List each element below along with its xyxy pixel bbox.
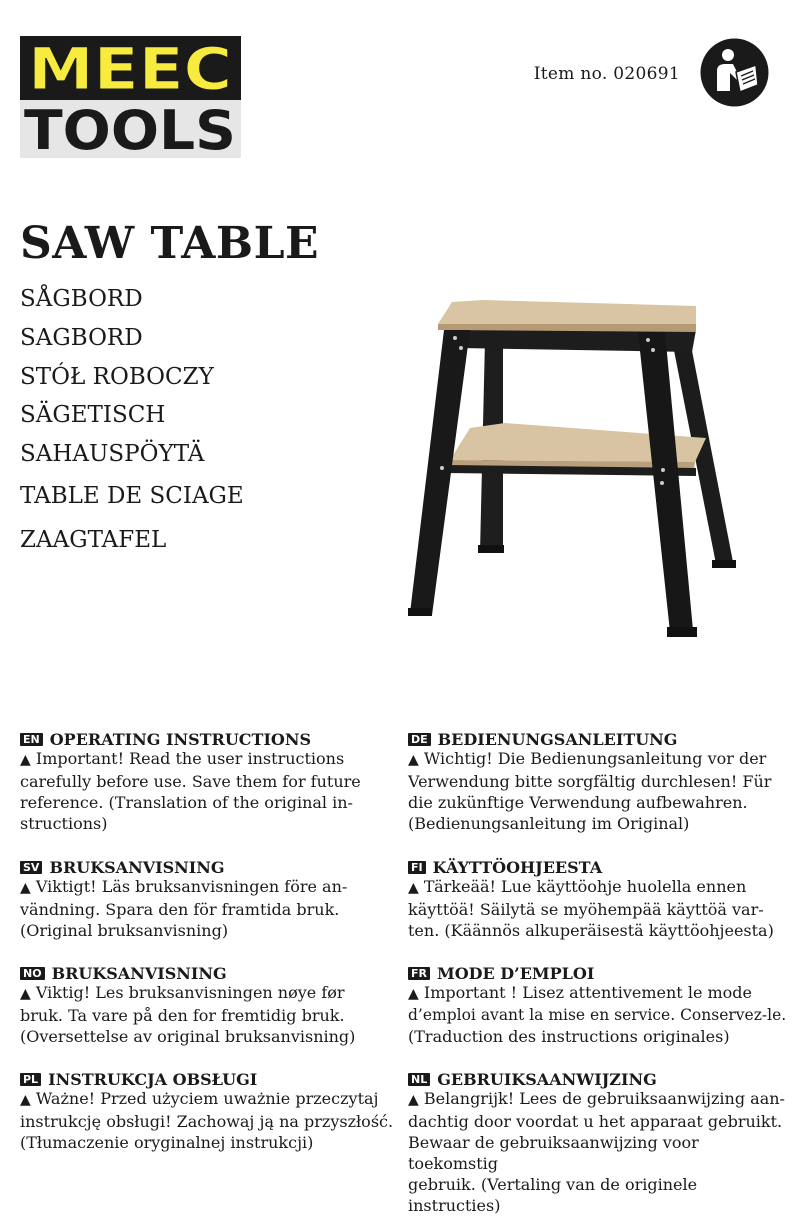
subtitle-pl: STÓŁ ROBOCZY bbox=[20, 364, 214, 390]
logo-line-2 bbox=[20, 100, 241, 158]
item-number: Item no. 020691 bbox=[533, 64, 680, 84]
section-line: Wichtig! Die Bedienungsanleitung vor der bbox=[423, 749, 767, 768]
section-no bbox=[20, 963, 405, 1047]
brand-logo bbox=[20, 36, 241, 158]
section-line: ten. (Käännös alkuperäisestä käyttöohjeesta) bbox=[408, 921, 774, 940]
subtitle-sv: SÅGBORD bbox=[20, 286, 143, 312]
section-heading: GEBRUIKSAANWIJZING bbox=[437, 1069, 657, 1089]
section-heading: BEDIENUNGSANLEITUNG bbox=[437, 729, 678, 749]
warning-icon: ▲ bbox=[20, 986, 31, 1002]
read-manual-icon bbox=[700, 38, 769, 107]
lang-badge: FR bbox=[408, 967, 430, 980]
section-line: (Oversettelse av original bruksanvisning) bbox=[20, 1027, 356, 1046]
warning-icon: ▲ bbox=[20, 1092, 31, 1108]
section-heading: BRUKSANVISNING bbox=[51, 963, 227, 983]
section-line: (Original bruksanvisning) bbox=[20, 921, 229, 940]
section-line: (Traduction des instructions originales) bbox=[408, 1027, 730, 1046]
section-line: instrukcję obsługi! Zachowaj ją na przyszłość. bbox=[20, 1112, 394, 1131]
subtitle-no: SAGBORD bbox=[20, 325, 143, 351]
section-heading: OPERATING INSTRUCTIONS bbox=[49, 729, 312, 749]
lang-badge: DE bbox=[408, 733, 431, 746]
section-line: vändning. Spara den för framtida bruk. bbox=[20, 900, 340, 919]
section-line: Viktig! Les bruksanvisningen nøye før bbox=[35, 983, 345, 1002]
section-heading: KÄYTTÖOHJEESTA bbox=[432, 857, 603, 877]
lang-badge: NO bbox=[20, 967, 45, 980]
section-line: reference. (Translation of the original in- bbox=[20, 793, 353, 812]
section-line: dachtig door voordat u het apparaat gebruikt. bbox=[408, 1112, 783, 1131]
saw-table-product-image bbox=[400, 290, 750, 650]
lang-badge: NL bbox=[408, 1073, 430, 1086]
subtitle-fr: TABLE DE SCIAGE bbox=[20, 483, 244, 509]
section-de bbox=[408, 729, 793, 834]
warning-icon: ▲ bbox=[408, 752, 419, 768]
section-en bbox=[20, 729, 405, 834]
warning-icon: ▲ bbox=[408, 1092, 419, 1108]
section-line: gebruik. (Vertaling van de originele instructies) bbox=[408, 1175, 698, 1215]
logo-text-meec: MEEC bbox=[28, 36, 232, 100]
section-line: Tärkeää! Lue käyttöohje huolella ennen bbox=[423, 877, 747, 896]
warning-icon: ▲ bbox=[408, 880, 419, 896]
section-line: (Tłumaczenie oryginalnej instrukcji) bbox=[20, 1133, 314, 1152]
lang-badge: PL bbox=[20, 1073, 41, 1086]
subtitle-fi: SAHAUSPÖYTÄ bbox=[20, 441, 205, 467]
section-line: Verwendung bitte sorgfältig durchlesen! Für bbox=[408, 772, 772, 791]
section-line: Belangrijk! Lees de gebruiksaanwijzing aan- bbox=[423, 1089, 785, 1108]
warning-icon: ▲ bbox=[20, 880, 31, 896]
section-line: die zukünftige Verwendung aufbewahren. bbox=[408, 793, 748, 812]
section-line: Important ! Lisez attentivement le mode bbox=[423, 983, 753, 1002]
section-line: Bewaar de gebruiksaanwijzing voor toekomstig bbox=[408, 1133, 699, 1173]
lang-badge: EN bbox=[20, 733, 43, 746]
section-heading: BRUKSANVISNING bbox=[49, 857, 225, 877]
section-line: (Bedienungsanleitung im Original) bbox=[408, 814, 690, 833]
warning-icon: ▲ bbox=[20, 752, 31, 768]
section-fi bbox=[408, 857, 793, 941]
section-line: structions) bbox=[20, 814, 108, 833]
section-sv bbox=[20, 857, 405, 941]
subtitle-de: SÄGETISCH bbox=[20, 402, 166, 428]
section-nl bbox=[408, 1069, 793, 1216]
warning-icon: ▲ bbox=[408, 986, 419, 1002]
section-line: d’emploi avant la mise en service. Conservez-le. bbox=[408, 1006, 787, 1024]
logo-text-tools: TOOLS bbox=[24, 100, 236, 158]
section-pl bbox=[20, 1069, 405, 1153]
section-fr bbox=[408, 963, 793, 1047]
section-line: käyttöä! Säilytä se myöhempää käyttöä var- bbox=[408, 900, 764, 919]
section-heading: MODE D’EMPLOI bbox=[436, 963, 595, 983]
section-heading: INSTRUKCJA OBSŁUGI bbox=[48, 1069, 258, 1089]
document-title: SAW TABLE bbox=[20, 218, 320, 269]
logo-line-1 bbox=[20, 36, 241, 100]
section-line: carefully before use. Save them for future bbox=[20, 772, 361, 791]
section-line: Important! Read the user instructions bbox=[35, 749, 345, 768]
lang-badge: FI bbox=[408, 861, 426, 874]
section-line: Viktigt! Läs bruksanvisningen före an- bbox=[35, 877, 348, 896]
lang-badge: SV bbox=[20, 861, 42, 874]
section-line: bruk. Ta vare på den for fremtidig bruk. bbox=[20, 1006, 345, 1025]
section-line: Ważne! Przed użyciem uważnie przeczytaj bbox=[35, 1089, 379, 1108]
subtitle-nl: ZAAGTAFEL bbox=[20, 527, 167, 553]
